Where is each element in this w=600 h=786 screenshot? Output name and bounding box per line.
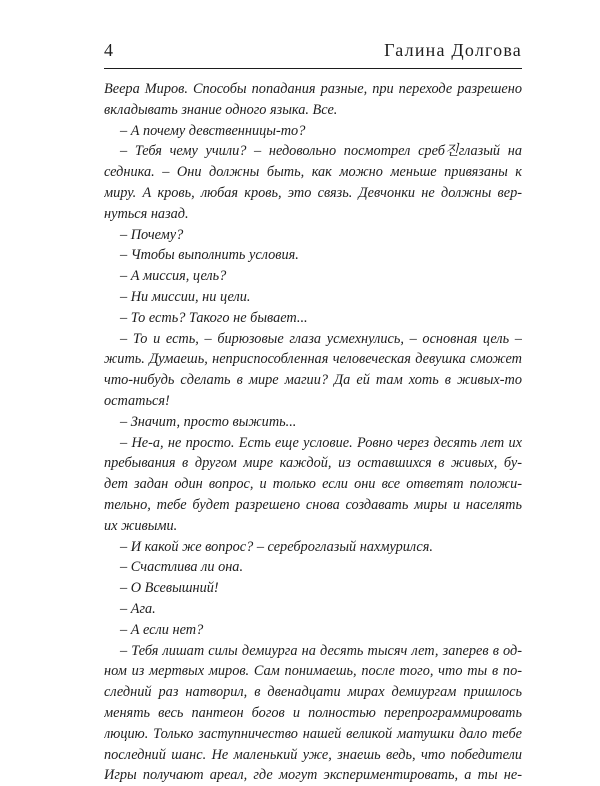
text-line: – А миссия, цель? xyxy=(120,268,227,285)
text-line: – Не-а, не просто. Есть еще условие. Ровно через десять лет их xyxy=(120,434,522,451)
page-header xyxy=(104,40,522,66)
text-line: – То и есть, – бирюзовые глаза усмехнулись, – основная цель – xyxy=(120,330,522,347)
text-line: – Значит, просто выжить... xyxy=(120,413,297,430)
text-line: тельно, тебе будет разрешено снова создавать миры и населять xyxy=(104,496,522,513)
text-line: что-нибудь сделать в мире магии? Да ей там хоть в живых-то xyxy=(104,372,522,389)
text-line: – Чтобы выполнить условия. xyxy=(120,247,299,264)
text-line: миру. А кровь, любая кровь, это связь. Девчонки не должны вер- xyxy=(104,184,522,201)
text-line: – И какой же вопрос? – сереброглазый нахмурился. xyxy=(120,538,433,555)
text-line: остаться! xyxy=(104,392,170,409)
running-head-author: Галина Долгова xyxy=(384,40,522,60)
text-line: менять весь пантеон богов и полностью перепрограммировать xyxy=(104,704,522,721)
text-line: – То есть? Такого не бывает... xyxy=(120,309,308,326)
text-line: – А если нет? xyxy=(120,621,204,638)
text-line: следний раз натворил, в двенадцати мирах демиургам пришлось xyxy=(104,684,522,701)
text-line: Веера Миров. Способы попадания разные, при переходе разрешено xyxy=(104,81,522,97)
text-line: седника. – Они должны быть, как можно меньше привязаны к xyxy=(104,164,522,181)
text-line: – Ни миссии, ни цели. xyxy=(120,288,251,305)
text-line: жить. Думаешь, неприспособленная человеческая девушка сможет xyxy=(104,351,522,368)
text-line: – Почему? xyxy=(120,226,184,243)
text-line: Игры получают ареал, где могут экспериментировать, а ты не- xyxy=(104,767,522,784)
page-number: 4 xyxy=(104,40,114,60)
text-line: их живыми. xyxy=(104,517,178,534)
text-line: – Тебя лишат силы демиурга на десять тысяч лет, заперев в од- xyxy=(120,642,522,659)
text-line: люцию. Только заступничество нашей великой матушки дало тебе xyxy=(104,725,522,742)
text-line: дет задан один вопрос, и только если они все ответят положи- xyxy=(104,476,522,493)
text-line: нуться назад. xyxy=(104,205,189,222)
text-line: пребывания в другом мире каждой, из оставшихся в живых, бу- xyxy=(104,455,522,472)
text-line: вкладывать знание одного языка. Все. xyxy=(104,101,338,118)
text-line: – О Всевышний! xyxy=(120,580,219,597)
page-body xyxy=(104,79,522,786)
text-line: ном из мертвых миров. Сам понимаешь, после того, что ты в по- xyxy=(104,663,522,680)
text-line: последний шанс. Не маленький уже, знаешь ведь, что победители xyxy=(104,746,522,763)
header-rule xyxy=(104,68,522,69)
text-line: – Ага. xyxy=(120,600,156,617)
text-line: – Тебя чему учили? – недовольно посмотрел среб진глазый на xyxy=(120,143,522,160)
text-line: – А почему девственницы-то? xyxy=(120,122,306,139)
text-line: – Счастлива ли она. xyxy=(120,559,244,576)
